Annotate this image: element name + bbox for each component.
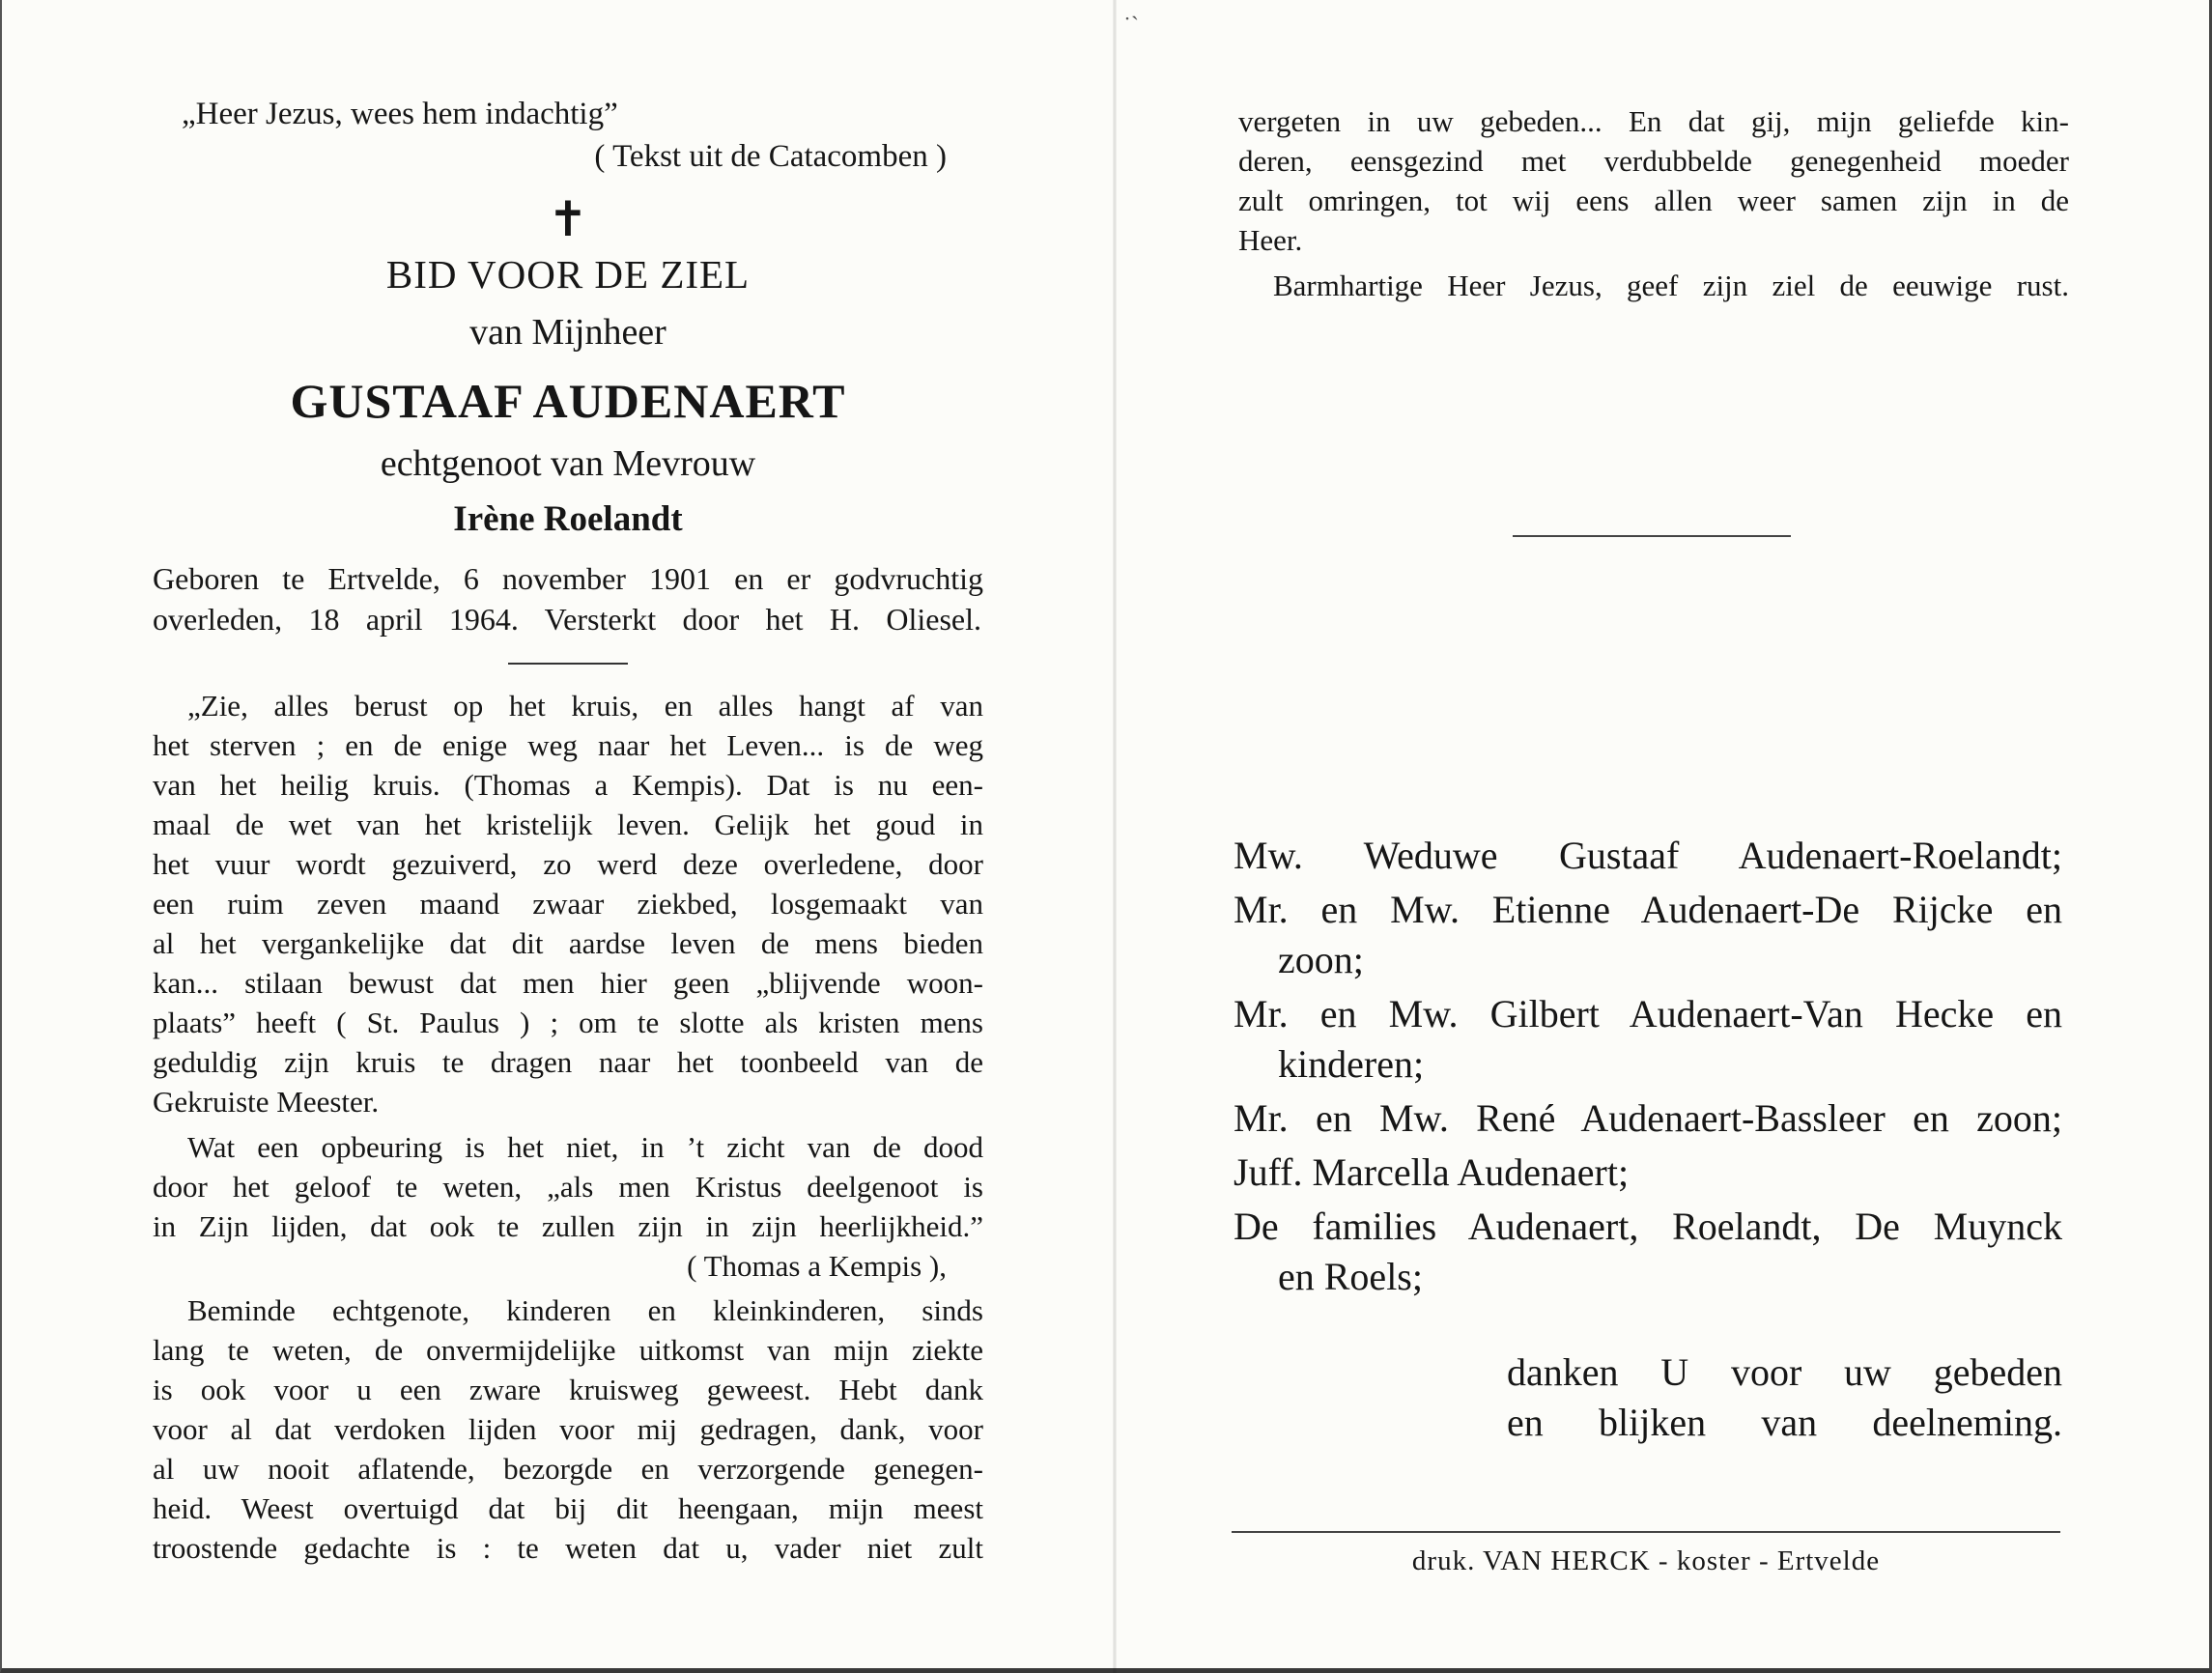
family-entry: De families Audenaert, Roelandt, De Muynck [1234,1205,2062,1248]
opening-quote-source: ( Tekst uit de Catacomben ) [594,139,947,174]
family-list [1234,831,2062,1306]
text-line: heid. Weest overtuigd dat bij dit heengaan, mijn meest [153,1491,983,1525]
continued-paragraph [1238,101,2069,260]
text-line: door het geloof te weten, „als men Kristus deelgenoot is [153,1170,983,1204]
birth-line-2: overleden, 18 april 1964. Versterkt door het H. Oliesel. [153,602,981,637]
text-line: een ruim zeven maand zwaar ziekbed, losgemaakt van [153,887,983,921]
heading: BID VOOR DE ZIEL [385,252,751,297]
text-line: het sterven ; en de enige weg naar het Leven... is de weg [153,728,983,762]
paragraph-1 [153,686,983,1121]
text-line: deren, eensgezind met verdubbelde genegenheid moeder [1238,144,2069,178]
text-line: het vuur wordt gezuiverd, zo werd deze overledene, door [153,847,983,881]
thanks-line-2: en blijken van deelneming. [1507,1401,2062,1444]
family-entry-continued: kinderen; [1278,1042,1425,1086]
family-entry: Juff. Marcella Audenaert; [1234,1150,1630,1194]
deceased-name: GUSTAAF AUDENAERT [290,374,846,428]
paragraph-3 [153,1290,983,1568]
family-entry-continued: en Roels; [1278,1255,1423,1298]
birth-line-1: Geboren te Ertvelde, 6 november 1901 en er godvruchtig [153,561,983,596]
family-entry: Mw. Weduwe Gustaaf Audenaert-Roelandt; [1234,834,2062,877]
text-line: al uw nooit aflatende, bezorgde en verzorgende genegen- [153,1452,983,1486]
spouse-name: Irène Roelandt [453,499,683,539]
text-line: voor al dat verdoken lijden voor mij gedragen, dank, voor [153,1412,983,1446]
family-entry-continued: zoon; [1278,938,1364,981]
family-entry: Mr. en Mw. Etienne Audenaert-De Rijcke en [1234,888,2062,931]
closing-prayer: Barmhartige Heer Jezus, geef zijn ziel de eeuwige rust. [1273,269,2069,302]
opening-quote: „Heer Jezus, wees hem indachtig” [182,97,618,131]
right-page [1238,101,2069,305]
text-line: Heer. [1238,223,1303,257]
text-line: plaats” heeft ( St. Paulus ) ; om te slotte als kristen mens [153,1006,983,1039]
left-page [153,97,983,1568]
family-entry: Mr. en Mw. René Audenaert-Bassleer en zoon; [1234,1096,2062,1140]
text-line: Gekruiste Meester. [153,1085,380,1119]
text-line: „Zie, alles berust op het kruis, en alles hangt af van [187,689,983,723]
printer-credit: druk. VAN HERCK - koster - Ertvelde [1411,1545,1881,1576]
card-fold [1113,0,1117,1673]
text-line: Wat een opbeuring is het niet, in ’t zicht van de dood [187,1130,983,1164]
text-line: kan... stilaan bewust dat men hier geen „blijvende woon- [153,966,983,1000]
text-line: lang te weten, de onvermijdelijke uitkomst van mijn ziekte [153,1333,983,1367]
text-line: is ook voor u een zware kruisweg geweest. Hebt dank [153,1373,983,1406]
divider [508,663,628,665]
thanks-line-1: danken U voor uw gebeden [1507,1350,2062,1394]
text-line: geduldig zijn kruis te dragen naar het toonbeeld van de [153,1045,983,1079]
divider [1513,535,1791,537]
text-line: in Zijn lijden, dat ook te zullen zijn in zijn heerlijkheid.” [153,1209,983,1243]
text-line: maal de wet van het kristelijk leven. Gelijk het goud in [153,808,983,841]
text-line: vergeten in uw gebeden... En dat gij, mijn geliefde kin- [1238,104,2069,138]
print-speck: ˙ˋ [1123,14,1139,39]
spouse-line: echtgenoot van Mevrouw [380,443,756,484]
text-line: troostende gedachte is : te weten dat u, vader niet zult [153,1531,983,1565]
text-line: zult omringen, tot wij eens allen weer samen zijn in de [1238,184,2069,217]
family-entry: Mr. en Mw. Gilbert Audenaert-Van Hecke en [1234,992,2062,1035]
title-line: van Mijnheer [469,312,666,353]
cross-icon: ✝ [548,192,588,246]
paragraph-2 [153,1127,983,1246]
thanks [1507,1347,2062,1448]
divider [1232,1531,2060,1533]
text-line: al het vergankelijke dat dit aardse leven de mens bieden [153,926,983,960]
paragraph-2-source: ( Thomas a Kempis ), [687,1249,947,1283]
text-line: Beminde echtgenote, kinderen en kleinkinderen, sinds [187,1293,983,1327]
text-line: van het heilig kruis. (Thomas a Kempis). Dat is nu een- [153,768,983,802]
